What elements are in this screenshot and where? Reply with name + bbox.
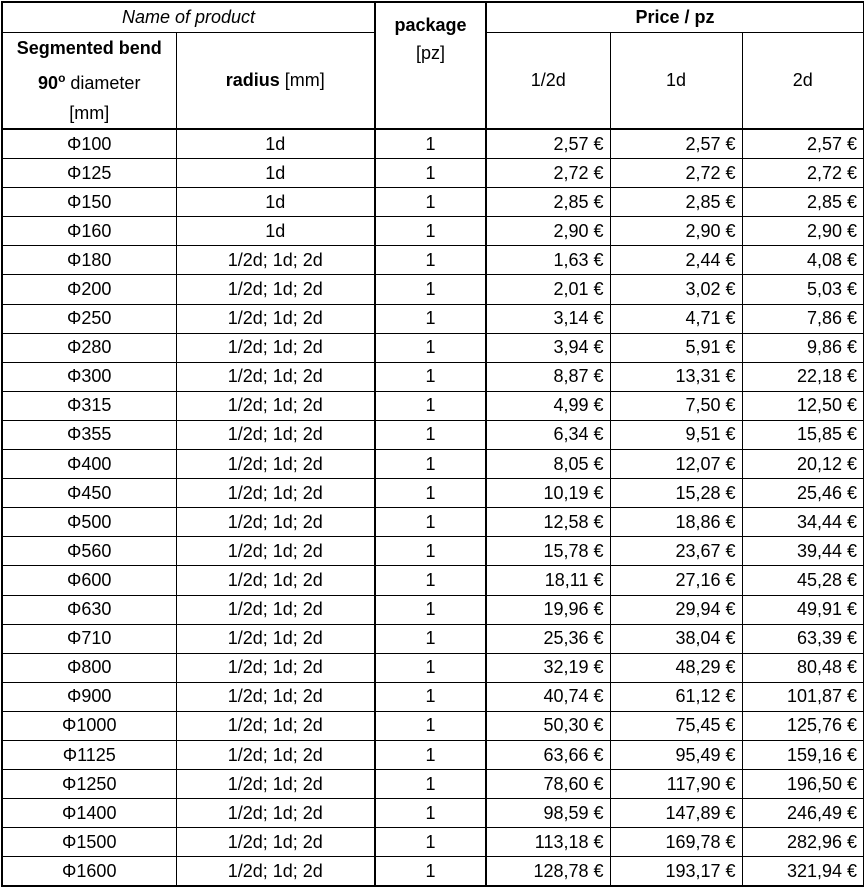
price-one-d-cell: 169,78 € xyxy=(610,828,742,857)
table-row xyxy=(2,246,864,275)
radius-cell: 1/2d; 1d; 2d xyxy=(176,450,375,479)
price-one-d-header: 1d xyxy=(610,33,742,130)
diameter-cell: Φ600 xyxy=(2,566,176,595)
package-cell: 1 xyxy=(375,653,486,682)
table-row xyxy=(2,828,864,857)
diameter-cell: Φ315 xyxy=(2,391,176,420)
radius-unit: [mm] xyxy=(279,70,325,90)
diameter-cell: Φ1500 xyxy=(2,828,176,857)
package-cell: 1 xyxy=(375,740,486,769)
table-row xyxy=(2,566,864,595)
price-half-d-cell: 4,99 € xyxy=(486,391,610,420)
price-one-d-cell: 193,17 € xyxy=(610,857,742,887)
table-row xyxy=(2,857,864,887)
table-row xyxy=(2,391,864,420)
package-cell: 1 xyxy=(375,304,486,333)
price-one-d-cell: 13,31 € xyxy=(610,362,742,391)
bend-angle-value: 90 xyxy=(38,73,59,93)
table-row xyxy=(2,129,864,159)
price-one-d-cell: 95,49 € xyxy=(610,740,742,769)
price-half-d-cell: 2,85 € xyxy=(486,188,610,217)
price-one-d-cell: 2,90 € xyxy=(610,217,742,246)
diameter-cell: Φ125 xyxy=(2,159,176,188)
diameter-cell: Φ1250 xyxy=(2,770,176,799)
table-row xyxy=(2,537,864,566)
package-cell: 1 xyxy=(375,391,486,420)
package-header-unit: [pz] xyxy=(416,43,446,63)
price-one-d-cell: 12,07 € xyxy=(610,450,742,479)
price-two-d-cell: 5,03 € xyxy=(742,275,864,304)
price-two-d-cell: 22,18 € xyxy=(742,362,864,391)
package-header-label: package xyxy=(394,15,467,35)
radius-label: radius xyxy=(225,70,280,90)
diameter-label: diameter xyxy=(65,73,141,93)
radius-cell: 1/2d; 1d; 2d xyxy=(176,828,375,857)
diameter-cell: Φ800 xyxy=(2,653,176,682)
price-one-d-cell: 9,51 € xyxy=(610,420,742,449)
price-one-d-cell: 23,67 € xyxy=(610,537,742,566)
price-one-d-cell: 7,50 € xyxy=(610,391,742,420)
diameter-cell: Φ160 xyxy=(2,217,176,246)
price-two-d-cell: 34,44 € xyxy=(742,508,864,537)
price-one-d-cell: 75,45 € xyxy=(610,711,742,740)
radius-cell: 1/2d; 1d; 2d xyxy=(176,740,375,769)
radius-cell: 1/2d; 1d; 2d xyxy=(176,362,375,391)
radius-cell: 1/2d; 1d; 2d xyxy=(176,595,375,624)
radius-cell: 1/2d; 1d; 2d xyxy=(176,770,375,799)
package-header xyxy=(375,2,486,129)
price-two-d-cell: 25,46 € xyxy=(742,479,864,508)
table-row xyxy=(2,799,864,828)
package-cell: 1 xyxy=(375,362,486,391)
radius-cell: 1/2d; 1d; 2d xyxy=(176,653,375,682)
radius-cell: 1/2d; 1d; 2d xyxy=(176,682,375,711)
diameter-cell: Φ280 xyxy=(2,333,176,362)
package-cell: 1 xyxy=(375,333,486,362)
radius-cell: 1d xyxy=(176,129,375,159)
diameter-cell: Φ560 xyxy=(2,537,176,566)
package-cell: 1 xyxy=(375,624,486,653)
price-one-d-cell: 5,91 € xyxy=(610,333,742,362)
segmented-bend-header xyxy=(2,33,176,130)
price-half-d-cell: 128,78 € xyxy=(486,857,610,887)
price-half-d-cell: 8,05 € xyxy=(486,450,610,479)
price-one-d-cell: 2,85 € xyxy=(610,188,742,217)
table-row xyxy=(2,624,864,653)
price-half-d-cell: 19,96 € xyxy=(486,595,610,624)
price-two-d-cell: 39,44 € xyxy=(742,537,864,566)
package-cell: 1 xyxy=(375,711,486,740)
price-two-d-cell: 282,96 € xyxy=(742,828,864,857)
table-row xyxy=(2,217,864,246)
price-half-d-cell: 3,14 € xyxy=(486,304,610,333)
package-cell: 1 xyxy=(375,508,486,537)
package-cell: 1 xyxy=(375,770,486,799)
diameter-cell: Φ200 xyxy=(2,275,176,304)
diameter-cell: Φ180 xyxy=(2,246,176,275)
price-per-header: Price / pz xyxy=(486,2,864,33)
radius-cell: 1/2d; 1d; 2d xyxy=(176,420,375,449)
price-half-d-cell: 98,59 € xyxy=(486,799,610,828)
price-half-d-cell: 2,72 € xyxy=(486,159,610,188)
price-half-d-cell: 50,30 € xyxy=(486,711,610,740)
price-two-d-cell: 20,12 € xyxy=(742,450,864,479)
price-half-d-cell: 2,90 € xyxy=(486,217,610,246)
package-cell: 1 xyxy=(375,537,486,566)
radius-cell: 1/2d; 1d; 2d xyxy=(176,799,375,828)
table-row xyxy=(2,479,864,508)
diameter-cell: Φ355 xyxy=(2,420,176,449)
table-row xyxy=(2,740,864,769)
price-one-d-cell: 61,12 € xyxy=(610,682,742,711)
table-row xyxy=(2,304,864,333)
package-cell: 1 xyxy=(375,188,486,217)
price-table-body xyxy=(2,129,864,886)
table-row xyxy=(2,275,864,304)
price-two-d-cell: 63,39 € xyxy=(742,624,864,653)
table-row xyxy=(2,653,864,682)
price-one-d-cell: 48,29 € xyxy=(610,653,742,682)
segmented-bend-label: Segmented bend xyxy=(16,38,162,58)
table-row xyxy=(2,188,864,217)
package-cell: 1 xyxy=(375,595,486,624)
price-two-d-cell: 2,85 € xyxy=(742,188,864,217)
price-two-d-cell: 15,85 € xyxy=(742,420,864,449)
table-row xyxy=(2,333,864,362)
price-two-d-cell: 49,91 € xyxy=(742,595,864,624)
diameter-cell: Φ1400 xyxy=(2,799,176,828)
degree-symbol: o xyxy=(58,71,66,85)
table-row xyxy=(2,711,864,740)
radius-cell: 1/2d; 1d; 2d xyxy=(176,333,375,362)
price-one-d-cell: 117,90 € xyxy=(610,770,742,799)
radius-cell: 1/2d; 1d; 2d xyxy=(176,624,375,653)
price-two-d-cell: 80,48 € xyxy=(742,653,864,682)
price-half-d-cell: 8,87 € xyxy=(486,362,610,391)
name-of-product-header: Name of product xyxy=(2,2,375,33)
diameter-cell: Φ100 xyxy=(2,129,176,159)
price-half-d-cell: 18,11 € xyxy=(486,566,610,595)
price-half-d-cell: 40,74 € xyxy=(486,682,610,711)
radius-cell: 1/2d; 1d; 2d xyxy=(176,391,375,420)
price-half-d-cell: 3,94 € xyxy=(486,333,610,362)
package-cell: 1 xyxy=(375,799,486,828)
price-one-d-cell: 3,02 € xyxy=(610,275,742,304)
price-two-d-cell: 159,16 € xyxy=(742,740,864,769)
table-row xyxy=(2,420,864,449)
package-cell: 1 xyxy=(375,217,486,246)
price-table xyxy=(1,1,864,887)
diameter-cell: Φ150 xyxy=(2,188,176,217)
price-half-d-cell: 10,19 € xyxy=(486,479,610,508)
price-two-d-cell: 125,76 € xyxy=(742,711,864,740)
package-cell: 1 xyxy=(375,828,486,857)
price-one-d-cell: 4,71 € xyxy=(610,304,742,333)
price-half-d-cell: 32,19 € xyxy=(486,653,610,682)
price-two-d-cell: 45,28 € xyxy=(742,566,864,595)
table-row xyxy=(2,362,864,391)
price-half-d-cell: 113,18 € xyxy=(486,828,610,857)
diameter-unit: [mm] xyxy=(69,103,110,123)
package-cell: 1 xyxy=(375,275,486,304)
price-two-d-cell: 4,08 € xyxy=(742,246,864,275)
diameter-cell: Φ1000 xyxy=(2,711,176,740)
package-cell: 1 xyxy=(375,420,486,449)
radius-cell: 1/2d; 1d; 2d xyxy=(176,304,375,333)
diameter-cell: Φ500 xyxy=(2,508,176,537)
price-two-d-cell: 196,50 € xyxy=(742,770,864,799)
price-two-d-cell: 321,94 € xyxy=(742,857,864,887)
radius-cell: 1/2d; 1d; 2d xyxy=(176,246,375,275)
radius-cell: 1/2d; 1d; 2d xyxy=(176,537,375,566)
package-cell: 1 xyxy=(375,450,486,479)
price-half-d-cell: 6,34 € xyxy=(486,420,610,449)
price-two-d-cell: 9,86 € xyxy=(742,333,864,362)
radius-cell: 1/2d; 1d; 2d xyxy=(176,275,375,304)
price-one-d-cell: 2,44 € xyxy=(610,246,742,275)
table-row xyxy=(2,450,864,479)
radius-cell: 1/2d; 1d; 2d xyxy=(176,857,375,887)
price-one-d-cell: 15,28 € xyxy=(610,479,742,508)
package-cell: 1 xyxy=(375,479,486,508)
package-cell: 1 xyxy=(375,682,486,711)
price-two-d-cell: 246,49 € xyxy=(742,799,864,828)
radius-cell: 1d xyxy=(176,159,375,188)
price-one-d-cell: 27,16 € xyxy=(610,566,742,595)
package-cell: 1 xyxy=(375,246,486,275)
package-cell: 1 xyxy=(375,159,486,188)
package-cell: 1 xyxy=(375,857,486,887)
table-row xyxy=(2,595,864,624)
package-cell: 1 xyxy=(375,129,486,159)
package-cell: 1 xyxy=(375,566,486,595)
diameter-cell: Φ710 xyxy=(2,624,176,653)
radius-cell: 1d xyxy=(176,188,375,217)
price-half-d-cell: 78,60 € xyxy=(486,770,610,799)
price-half-d-cell: 63,66 € xyxy=(486,740,610,769)
price-two-d-cell: 7,86 € xyxy=(742,304,864,333)
price-one-d-cell: 18,86 € xyxy=(610,508,742,537)
price-one-d-cell: 147,89 € xyxy=(610,799,742,828)
radius-header xyxy=(176,33,375,130)
price-two-d-cell: 2,72 € xyxy=(742,159,864,188)
price-one-d-cell: 29,94 € xyxy=(610,595,742,624)
table-row xyxy=(2,682,864,711)
price-one-d-cell: 2,57 € xyxy=(610,129,742,159)
diameter-cell: Φ400 xyxy=(2,450,176,479)
diameter-cell: Φ300 xyxy=(2,362,176,391)
radius-cell: 1/2d; 1d; 2d xyxy=(176,711,375,740)
price-two-d-cell: 12,50 € xyxy=(742,391,864,420)
price-two-d-cell: 2,90 € xyxy=(742,217,864,246)
table-row xyxy=(2,159,864,188)
price-two-d-cell: 2,57 € xyxy=(742,129,864,159)
diameter-cell: Φ1125 xyxy=(2,740,176,769)
price-half-d-cell: 25,36 € xyxy=(486,624,610,653)
price-one-d-cell: 38,04 € xyxy=(610,624,742,653)
radius-cell: 1/2d; 1d; 2d xyxy=(176,566,375,595)
diameter-cell: Φ1600 xyxy=(2,857,176,887)
radius-cell: 1/2d; 1d; 2d xyxy=(176,508,375,537)
diameter-cell: Φ250 xyxy=(2,304,176,333)
price-half-d-header: 1/2d xyxy=(486,33,610,130)
price-one-d-cell: 2,72 € xyxy=(610,159,742,188)
price-half-d-cell: 12,58 € xyxy=(486,508,610,537)
price-half-d-cell: 15,78 € xyxy=(486,537,610,566)
table-row xyxy=(2,770,864,799)
radius-cell: 1d xyxy=(176,217,375,246)
diameter-cell: Φ900 xyxy=(2,682,176,711)
table-row xyxy=(2,508,864,537)
price-half-d-cell: 1,63 € xyxy=(486,246,610,275)
price-two-d-header: 2d xyxy=(742,33,864,130)
price-two-d-cell: 101,87 € xyxy=(742,682,864,711)
price-half-d-cell: 2,57 € xyxy=(486,129,610,159)
price-half-d-cell: 2,01 € xyxy=(486,275,610,304)
diameter-cell: Φ450 xyxy=(2,479,176,508)
diameter-cell: Φ630 xyxy=(2,595,176,624)
radius-cell: 1/2d; 1d; 2d xyxy=(176,479,375,508)
